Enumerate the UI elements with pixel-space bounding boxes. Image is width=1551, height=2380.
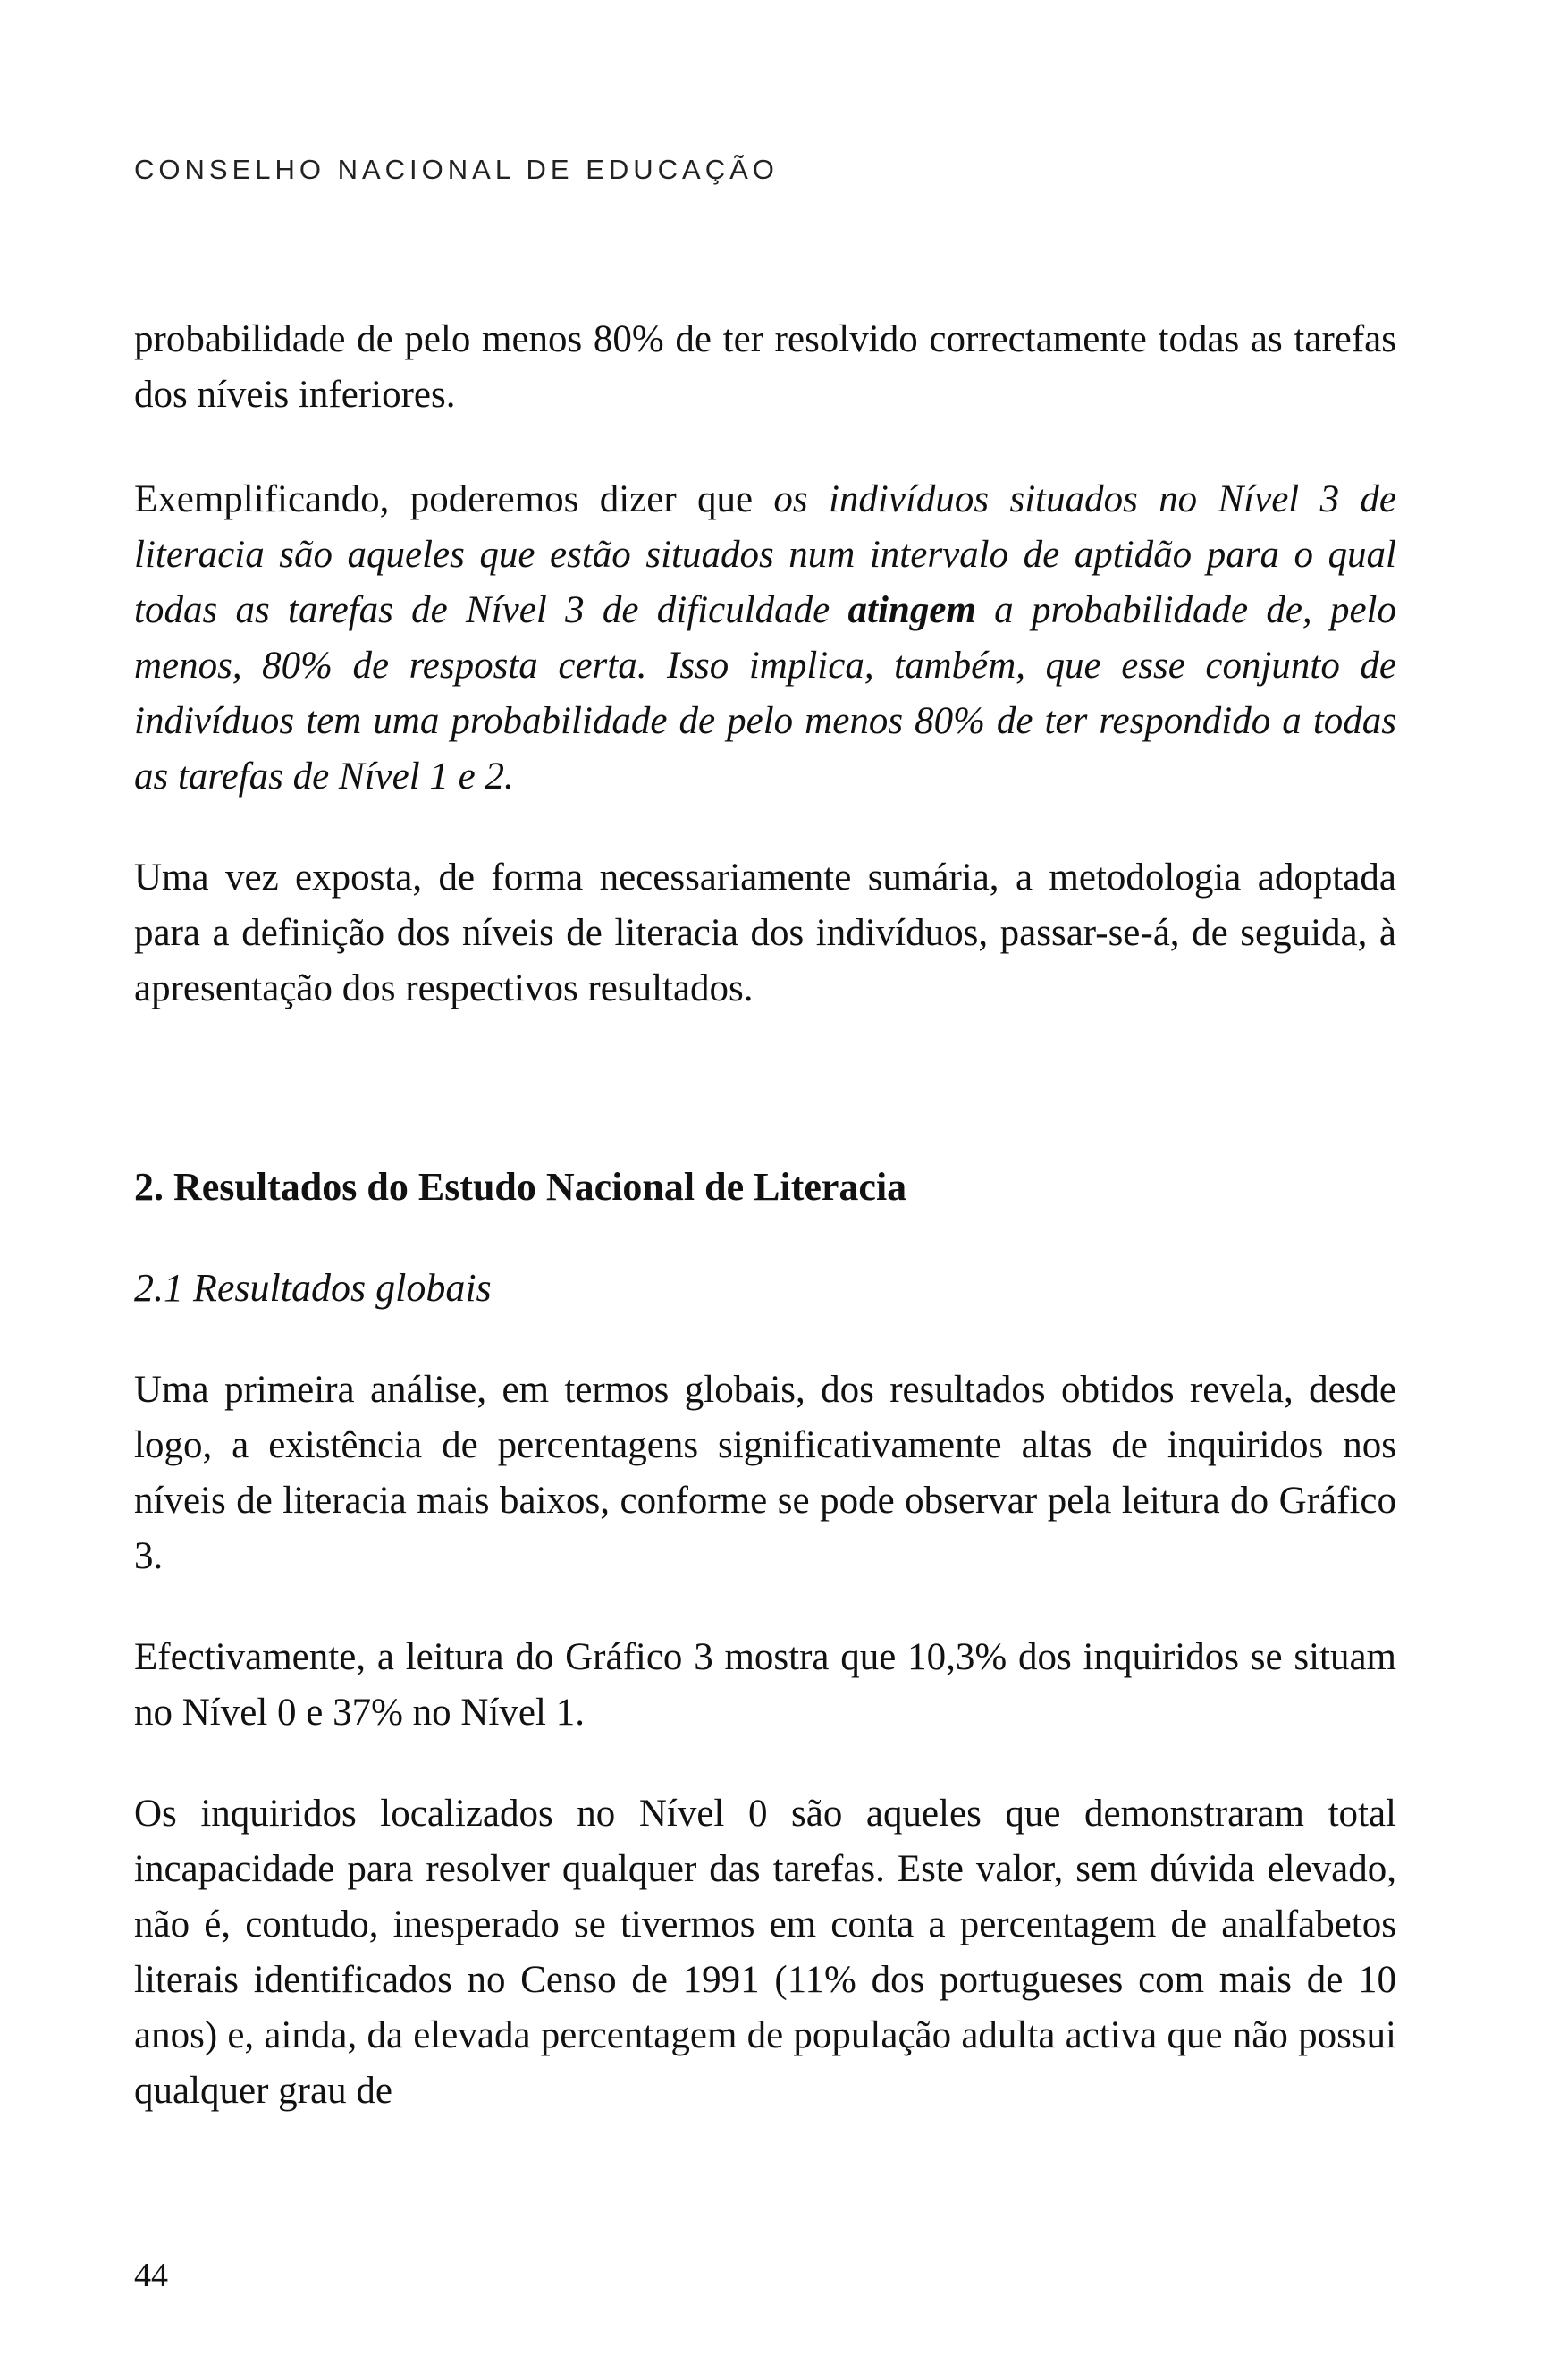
running-header: CONSELHO NACIONAL DE EDUCAÇÃO — [134, 154, 779, 185]
paragraph-example — [134, 472, 1396, 805]
page-number: 44 — [134, 2257, 168, 2294]
subsection-heading: 2.1 Resultados globais — [134, 1266, 492, 1310]
section-heading: 2. Resultados do Estudo Nacional de Literacia — [134, 1165, 907, 1209]
paragraph-lead-text: Exemplificando, poderemos dizer que — [134, 478, 774, 520]
italic-definition-text-continued: a probabilidade de, pelo menos, 80% de resposta certa. Isso implica, também, que esse conjunto de indivíduos tem uma probabilidade de pelo menos 80% de ter respondido a todas as tarefas de Nível 1 e 2. — [134, 589, 1396, 798]
paragraph-chart-reading: Efectivamente, a leitura do Gráfico 3 mostra que 10,3% dos inquiridos se situam no Nível 0 e 37% no Nível 1. — [134, 1636, 1396, 1734]
bold-italic-emphasis: atingem — [847, 589, 976, 631]
paragraph-global-analysis: Uma primeira análise, em termos globais, dos resultados obtidos revela, desde logo, a existência de percentagens significativamente altas de inquiridos nos níveis de literacia mais baixos, conforme se pode observar pela leitura do Gráfico 3. — [134, 1369, 1396, 1577]
italic-definition-text: os indivíduos situados no Nível 3 de literacia são aqueles que estão situados num intervalo de aptidão para o qual todas as tarefas de Nível 3 de dificuldade — [134, 478, 1396, 631]
paragraph-transition: Uma vez exposta, de forma necessariamente sumária, a metodologia adoptada para a definição dos níveis de literacia dos indivíduos, passar-se-á, de seguida, à apresentação dos respectivos resultados. — [134, 857, 1396, 1009]
paragraph-level-zero: Os inquiridos localizados no Nível 0 são aqueles que demonstraram total incapacidade para resolver qualquer das tarefas. Este valor, sem dúvida elevado, não é, contudo, inesperado se tivermos em conta a percentagem de analfabetos literais identificados no Censo de 1991 (11% dos portugueses com mais de 10 anos) e, ainda, da elevada percentagem de população adulta activa que não possui qualquer grau de — [134, 1793, 1396, 2112]
paragraph-continuation: probabilidade de pelo menos 80% de ter resolvido correctamente todas as tarefas dos níveis inferiores. — [134, 318, 1396, 416]
